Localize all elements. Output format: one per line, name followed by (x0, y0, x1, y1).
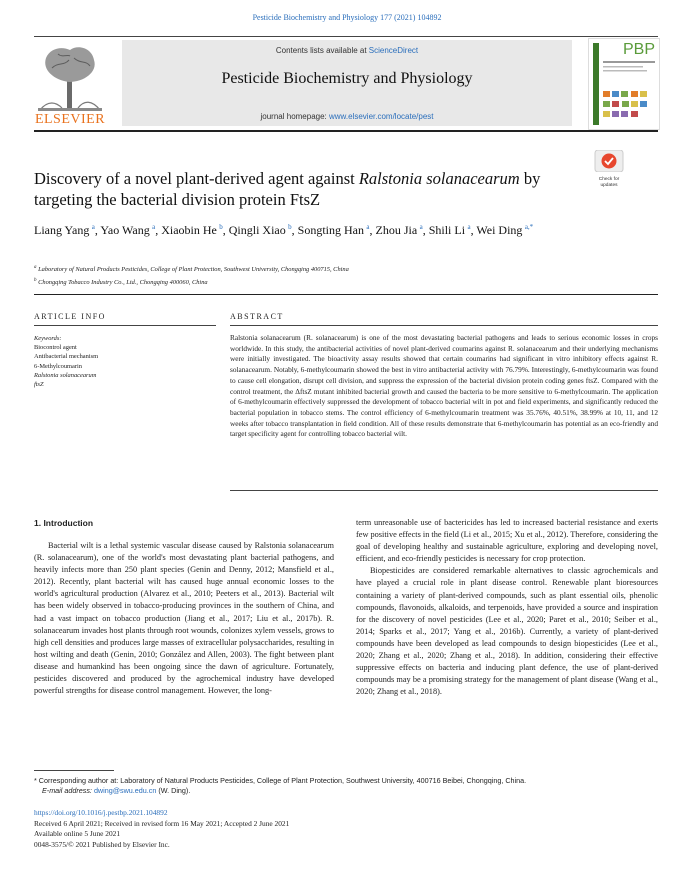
body-column-right (356, 517, 658, 698)
cover-artwork-icon (589, 39, 659, 129)
abstract-rule (230, 325, 658, 326)
homepage-line (122, 112, 572, 121)
author[interactable] (476, 223, 533, 237)
author-affiliation-mark[interactable]: a (152, 223, 156, 231)
article-title (34, 168, 594, 210)
intro-paragraph-1: Bacterial wilt is a lethal systemic vascular disease caused by Ralstonia solanacearum (R. solanacearum), one of the world's most devastating plant bacterial pathogens, and heavily infects more than 250 plant species (Genin and Denny, 2012; Mansfield et al., 2012). Recently, plant bacterial wilt has caused huge annual economic losses to the world's agricultural production (Alvarez et al., 2010; Peeters et al., 2013). Bacterial wilt has been widely observed in tobacco-producing provinces in the southern of China, and had a vast impact on tobacco production (Jiang et al., 2017; Liu et al., 2017b). R. solanacearum invades host plants through root wounds, colonizes xylem vessels, grows to high cell densities and produces large masses of extracellular polysaccharides, resulting in host wilting and death (Genin, 2010; González and Allen, 2003). The fight between plant disease and humankind has been ongoing since the dawn of agriculture. Fortunately, pesticides discovered and produced by the agrochemical industry have developed powerful strengths for disease control management. However, the long- (34, 541, 334, 696)
abstract-caption: ABSTRACT (230, 312, 284, 321)
affiliations (34, 262, 634, 288)
check-for-updates-button[interactable] (594, 150, 624, 188)
corresponding-author-text: * Corresponding author at: Laboratory of Natural Products Pesticides, College of Plant Protection, Southwest University, 400716 Beibei, Chongqing, China. (34, 776, 527, 785)
banner-top-rule (34, 36, 658, 37)
check-updates-icon (594, 150, 624, 172)
footnote-rule (34, 770, 114, 771)
author[interactable] (100, 223, 155, 237)
author-name: Songting Han (297, 223, 365, 237)
available-online: Available online 5 June 2021 (34, 829, 121, 839)
author-name: Qingli Xiao (228, 223, 286, 237)
corresponding-author-footnote (34, 776, 658, 797)
keyword-item: Ralstonia solanacearum (34, 371, 97, 379)
author[interactable] (298, 223, 370, 237)
author-affiliation-mark[interactable]: b (288, 223, 292, 231)
sciencedirect-link[interactable]: ScienceDirect (368, 46, 419, 55)
contents-prefix: Contents lists available at (275, 46, 369, 55)
author-affiliation-mark[interactable]: a,* (524, 223, 534, 231)
intro-paragraph-1-continued: term unreasonable use of bactericides has led to increased bacterial resistance and exerts few positive effects in the field (Li et al., 2015; Xu et al., 2012). Therefore, considering the goal of developing healthy and sustainable agriculture, exploring and developing novel, efficient, and eco-friendly pesticides is necessary for crop protection. (356, 518, 658, 564)
author-affiliation-mark[interactable]: a (419, 223, 423, 231)
author-affiliation-mark[interactable]: a (467, 223, 471, 231)
email-label: E-mail address: (42, 786, 92, 796)
homepage-prefix: journal homepage: (260, 112, 329, 121)
abstract-bottom-rule (230, 490, 658, 491)
keyword-item: Antibacterial mechanism (34, 353, 99, 361)
doi-link[interactable]: https://doi.org/10.1016/j.pestbp.2021.104892 (34, 808, 168, 817)
banner-bottom-rule (34, 130, 658, 132)
author[interactable] (429, 223, 471, 237)
introduction-heading: 1. Introduction (34, 518, 94, 528)
journal-title: Pesticide Biochemistry and Physiology (221, 70, 473, 87)
keywords-block (34, 334, 216, 389)
abstract-text: Ralstonia solanacearum (R. solanacearum) is one of the most devastating bacterial pathogens and leads to serious economic losses in crops worldwide. In this study, the antibacterial activities of novel plant-derived coumarins against R. solanacearum and their underlying mechanisms were initially investigated. The bioactivity assay results showed that certain coumarins had significant in vitro inhibitory effects against R. solanacearum. Notably, 6-methylcoumarin showed the best in vitro antibacterial activity with 76.79%. Interestingly, 6-methylcoumarin was found to cause cell elongation, disrupt cell division, and suppress the expression of the bacterial division protein coding genes ftsZ. Compared with the control treatment, the ΔftsZ mutant inhibited bacterial growth and caused the bacteria to be more sensitive to 6-methylcoumarin. The application of 6-methylcoumarin effectively suppressed the development of tobacco bacterial wilt in pot and field experiments, and significantly reduced the bacterial population in tobacco stems. The control efficiency of 6-methylcoumarin treatment was 35.76%, 40.51%, 38.99% at 10, 11, and 12 weeks after tobacco transplantation in field condition. All of these results demonstrate that 6-methylcoumarin has potential as an eco-friendly and target specificity agent for controlling tobacco bacterial wilt. (230, 333, 658, 439)
author-name: Wei Ding (476, 223, 523, 237)
intro-paragraph-2: Biopesticides are considered remarkable alternatives to classic agrochemicals and have played a crucial role in plant disease control. Renewable plant bioresources containing a variety of plant-derived compounds, such as plant essential oils, phenolic compounds, flavonoids, alkaloids, and terpenoids, have provided a source and inspiration for the discovery of novel pesticides (Lee et al., 2020; Paret et al., 2010; Seiber et al., 2014; Sparks et al., 2017; Yang et al., 2016b). Currently, a variety of plant-derived compounds have been developed as lead compounds to design biopesticides (Lee et al., 2020; Zhang et al., 2020; Zhang et al., 2018). In addition, considering their effective suppressive effects on bacteria and inducing plant defence, the use of plant-derived compounds may be a promising strategy for the management of plant disease (Wang et al., 2020; Zhang et al., 2018). (356, 566, 658, 697)
title-part-1: Discovery of a novel plant-derived agent against (34, 169, 359, 188)
article-info-caption: ARTICLE INFO (34, 312, 106, 321)
author[interactable] (229, 223, 292, 237)
author-name: Zhou Jia (375, 223, 418, 237)
title-species: Ralstonia solanacearum (358, 169, 520, 188)
author-name: Liang Yang (34, 223, 90, 237)
journal-cover-thumbnail[interactable] (588, 38, 660, 130)
keyword-item: 6-Methylcoumarin (34, 362, 82, 370)
elsevier-wordmark: ELSEVIER (34, 112, 106, 127)
header-divider (34, 294, 658, 295)
author-affiliation-mark[interactable]: b (219, 223, 223, 231)
email-suffix: (W. Ding). (156, 786, 191, 796)
keywords-label: Keywords: (34, 335, 62, 342)
running-header[interactable]: Pesticide Biochemistry and Physiology 177 (2021) 104892 (252, 13, 442, 22)
title-part-2: by targeting the bacterial division protein FtsZ (34, 169, 541, 209)
author-name: Yao Wang (100, 223, 150, 237)
keyword-item: Biocontrol agent (34, 344, 77, 352)
check-updates-label-1: Check for (598, 177, 620, 182)
email-line (34, 786, 658, 796)
author-affiliation-mark[interactable]: a (366, 223, 370, 231)
author-name: Xiaobin He (161, 223, 217, 237)
article-info-rule (34, 325, 216, 326)
received-dates: Received 6 April 2021; Received in revised form 16 May 2021; Accepted 2 June 2021 (34, 818, 290, 828)
affiliation-b (34, 275, 634, 288)
author[interactable] (34, 223, 95, 237)
elsevier-logo (34, 40, 106, 128)
affiliation-mark: a (34, 265, 37, 270)
contents-line (122, 46, 572, 55)
author-name: Shili Li (428, 223, 466, 237)
publication-info (34, 808, 658, 850)
author[interactable] (161, 223, 223, 237)
check-updates-label-2: updates (600, 182, 618, 188)
author-list: Liang Yang $^a$, Yao Wang $^a$, Xiaobin He $^b$, Qingli Xiao $^b$, Songting Han $^a$, Zhou Jia $^a$, Shili Li $^a$, Wei Ding $^{a,*}$ (34, 223, 534, 237)
journal-homepage-link[interactable]: www.elsevier.com/locate/pest (329, 112, 434, 121)
copyright: 0048-3575/© 2021 Published by Elsevier Inc. (34, 839, 170, 849)
affiliation-a (34, 262, 634, 275)
affiliation-text: Laboratory of Natural Products Pesticides, College of Plant Protection, Southwest University, Chongqing 400715, China (38, 266, 349, 274)
affiliation-text: Chongqing Tobacco Industry Co., Ltd., Chongqing 400060, China (38, 279, 208, 287)
keyword-item: ftsZ (34, 381, 44, 389)
email-link[interactable]: dwing@swu.edu.cn (93, 786, 157, 796)
body-column-left (34, 540, 334, 697)
affiliation-mark: b (34, 278, 37, 284)
author[interactable] (376, 223, 423, 237)
cover-abbrev: PBP (622, 41, 655, 58)
author-affiliation-mark[interactable]: a (91, 223, 95, 231)
